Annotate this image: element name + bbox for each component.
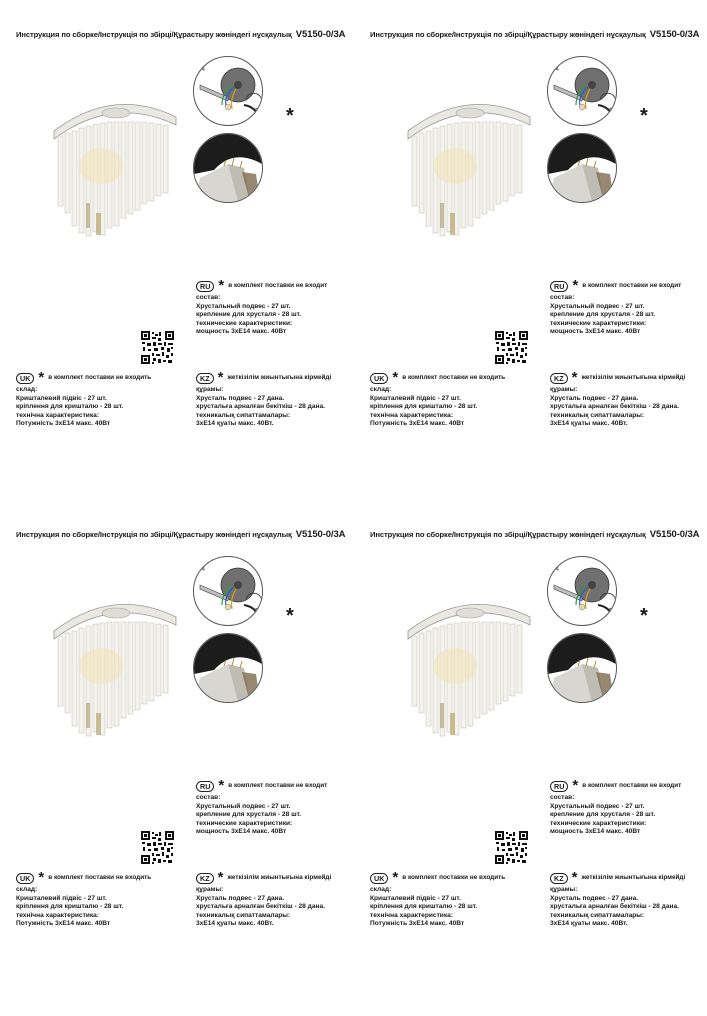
kz-line: құрамы: xyxy=(196,386,224,393)
qr-code-icon[interactable] xyxy=(495,831,528,864)
ru-section xyxy=(196,277,328,337)
uk-line: склад: xyxy=(370,386,392,393)
asterisk-icon: * xyxy=(572,777,579,794)
page-title: Инструкция по сборке/Інструкція по збірці/Құрастыру жөніндегі нұсқаулық V5150-0/3A xyxy=(370,529,700,540)
asterisk-icon: * xyxy=(572,277,579,294)
uk-line: Кришталевий підвіс - 27 шт. xyxy=(16,894,107,902)
kz-line: құрамы: xyxy=(550,386,578,393)
kz-badge: KZ xyxy=(550,373,568,384)
kz-note: жеткізілім жиынтығына кірмейді xyxy=(581,373,686,381)
kz-badge: KZ xyxy=(196,373,214,384)
kz-section xyxy=(550,369,686,429)
kz-line: құрамы: xyxy=(196,886,224,893)
uk-line: Кришталевий підвіс - 27 шт. xyxy=(370,394,461,402)
wall-lamp-illustration xyxy=(400,91,535,241)
ru-section xyxy=(550,777,682,837)
wall-lamp-illustration xyxy=(46,591,181,741)
wiring-diagram-illustration xyxy=(193,56,263,126)
uk-note: в комплект поставки не входить xyxy=(402,873,506,881)
page-title: Инструкция по сборке/Інструкція по збірці/Құрастыру жөніндегі нұсқаулық V5150-0/3A xyxy=(16,529,346,540)
instruction-panel-bottom-left xyxy=(16,526,356,1016)
qr-code-icon[interactable] xyxy=(141,331,174,364)
kz-section xyxy=(550,869,686,929)
ru-line: технические характеристики: xyxy=(550,319,647,327)
uk-line: Потужність 3xE14 макс. 40Вт xyxy=(16,420,111,428)
ru-badge: RU xyxy=(196,281,214,292)
kz-line: Хрусталь подвес - 27 дана. xyxy=(550,894,639,902)
ru-line: состав: xyxy=(196,294,221,301)
uk-line: кріплення для кришталю - 28 шт. xyxy=(370,403,478,411)
ru-line: мощность 3xE14 макс. 40Вт xyxy=(550,328,641,336)
ru-badge: RU xyxy=(196,781,214,792)
kz-line: құрамы: xyxy=(550,886,578,893)
ru-line: состав: xyxy=(196,794,221,801)
kz-line: хрустальға арналған бекіткіш - 28 дана. xyxy=(550,403,680,411)
ru-line: мощность 3xE14 макс. 40Вт xyxy=(550,828,641,836)
asterisk-icon: * xyxy=(218,777,225,794)
asterisk-icon: * xyxy=(38,369,45,386)
uk-section xyxy=(16,869,152,929)
page-title: Инструкция по сборке/Інструкція по збірці/Құрастыру жөніндегі нұсқаулық V5150-0/3A xyxy=(370,29,700,40)
instruction-panel-top-left xyxy=(16,26,356,516)
asterisk-icon: * xyxy=(392,869,399,886)
page-title: Инструкция по сборке/Інструкція по збірці/Құрастыру жөніндегі нұсқаулық V5150-0/3A xyxy=(16,29,346,40)
crystal-mount-illustration xyxy=(193,133,263,203)
kz-section xyxy=(196,869,332,929)
wiring-diagram-illustration xyxy=(547,56,617,126)
asterisk-icon: * xyxy=(38,869,45,886)
kz-line: техникалық сипаттамалары: xyxy=(550,411,645,419)
kz-line: Хрусталь подвес - 27 дана. xyxy=(550,394,639,402)
ru-line: крепление для хрусталя - 28 шт. xyxy=(550,311,656,319)
uk-line: технічна характеристика: xyxy=(16,911,100,919)
ru-badge: RU xyxy=(550,781,568,792)
uk-note: в комплект поставки не входить xyxy=(48,373,152,381)
ru-line: технические характеристики: xyxy=(196,819,293,827)
ru-note: в комплект поставки не входит xyxy=(228,281,328,289)
ru-section xyxy=(550,277,682,337)
ru-line: Хрустальный подвес - 27 шт. xyxy=(550,302,645,310)
uk-line: технічна характеристика: xyxy=(370,411,454,419)
kz-line: техникалық сипаттамалары: xyxy=(550,911,645,919)
ru-badge: RU xyxy=(550,281,568,292)
uk-line: склад: xyxy=(16,886,38,893)
kz-section xyxy=(196,369,332,429)
kz-line: Хрусталь подвес - 27 дана. xyxy=(196,394,285,402)
ru-note: в комплект поставки не входит xyxy=(582,781,682,789)
instruction-panel-top-right xyxy=(370,26,707,516)
ru-line: Хрустальный подвес - 27 шт. xyxy=(196,802,291,810)
ru-line: крепление для хрусталя - 28 шт. xyxy=(196,311,302,319)
uk-note: в комплект поставки не входить xyxy=(402,373,506,381)
ru-section xyxy=(196,777,328,837)
ru-line: мощность 3xE14 макс. 40Вт xyxy=(196,328,287,336)
uk-note: в комплект поставки не входить xyxy=(48,873,152,881)
uk-line: Кришталевий підвіс - 27 шт. xyxy=(370,894,461,902)
kz-line: хрустальға арналған бекіткіш - 28 дана. xyxy=(550,903,680,911)
uk-line: Потужність 3xE14 макс. 40Вт xyxy=(16,920,111,928)
uk-line: технічна характеристика: xyxy=(370,911,454,919)
uk-section xyxy=(370,369,506,429)
ru-line: Хрустальный подвес - 27 шт. xyxy=(550,802,645,810)
uk-badge: UK xyxy=(370,873,388,884)
instruction-panel-bottom-right xyxy=(370,526,707,1016)
uk-line: склад: xyxy=(370,886,392,893)
kz-badge: KZ xyxy=(550,873,568,884)
crystal-mount-illustration xyxy=(547,133,617,203)
kz-note: жеткізілім жиынтығына кірмейді xyxy=(227,373,332,381)
asterisk-icon: * xyxy=(218,277,225,294)
asterisk-icon: * xyxy=(571,369,578,386)
asterisk-icon: * xyxy=(217,869,224,886)
wall-lamp-illustration xyxy=(400,591,535,741)
uk-line: Кришталевий підвіс - 27 шт. xyxy=(16,394,107,402)
kz-line: техникалық сипаттамалары: xyxy=(196,411,291,419)
asterisk-icon: * xyxy=(392,369,399,386)
kz-line: техникалық сипаттамалары: xyxy=(196,911,291,919)
ru-line: мощность 3xE14 макс. 40Вт xyxy=(196,828,287,836)
ru-line: состав: xyxy=(550,794,575,801)
qr-code-icon[interactable] xyxy=(495,331,528,364)
uk-line: Потужність 3xE14 макс. 40Вт xyxy=(370,920,465,928)
uk-section xyxy=(16,369,152,429)
asterisk-icon: * xyxy=(640,105,648,127)
uk-line: кріплення для кришталю - 28 шт. xyxy=(370,903,478,911)
ru-line: состав: xyxy=(550,294,575,301)
qr-code-icon[interactable] xyxy=(141,831,174,864)
crystal-mount-illustration xyxy=(547,633,617,703)
ru-line: технические характеристики: xyxy=(550,819,647,827)
kz-line: хрустальға арналған бекіткіш - 28 дана. xyxy=(196,903,326,911)
kz-line: Хрусталь подвес - 27 дана. xyxy=(196,894,285,902)
kz-line: 3xE14 қуаты макс. 40Вт. xyxy=(550,420,628,428)
asterisk-icon: * xyxy=(571,869,578,886)
kz-note: жеткізілім жиынтығына кірмейді xyxy=(227,873,332,881)
asterisk-icon: * xyxy=(286,605,294,627)
wall-lamp-illustration xyxy=(46,91,181,241)
asterisk-icon: * xyxy=(286,105,294,127)
ru-line: крепление для хрусталя - 28 шт. xyxy=(550,811,656,819)
uk-badge: UK xyxy=(16,373,34,384)
uk-line: кріплення для кришталю - 28 шт. xyxy=(16,903,124,911)
uk-badge: UK xyxy=(370,373,388,384)
asterisk-icon: * xyxy=(640,605,648,627)
kz-note: жеткізілім жиынтығына кірмейді xyxy=(581,873,686,881)
ru-line: технические характеристики: xyxy=(196,319,293,327)
ru-line: крепление для хрусталя - 28 шт. xyxy=(196,811,302,819)
asterisk-icon: * xyxy=(217,369,224,386)
uk-line: Потужність 3xE14 макс. 40Вт xyxy=(370,420,465,428)
uk-section xyxy=(370,869,506,929)
ru-line: Хрустальный подвес - 27 шт. xyxy=(196,302,291,310)
kz-badge: KZ xyxy=(196,873,214,884)
crystal-mount-illustration xyxy=(193,633,263,703)
uk-line: склад: xyxy=(16,386,38,393)
wiring-diagram-illustration xyxy=(547,556,617,626)
uk-line: кріплення для кришталю - 28 шт. xyxy=(16,403,124,411)
kz-line: хрустальға арналған бекіткіш - 28 дана. xyxy=(196,403,326,411)
uk-badge: UK xyxy=(16,873,34,884)
kz-line: 3xE14 қуаты макс. 40Вт. xyxy=(196,420,274,428)
ru-note: в комплект поставки не входит xyxy=(582,281,682,289)
kz-line: 3xE14 қуаты макс. 40Вт. xyxy=(550,920,628,928)
ru-note: в комплект поставки не входит xyxy=(228,781,328,789)
wiring-diagram-illustration xyxy=(193,556,263,626)
kz-line: 3xE14 қуаты макс. 40Вт. xyxy=(196,920,274,928)
uk-line: технічна характеристика: xyxy=(16,411,100,419)
